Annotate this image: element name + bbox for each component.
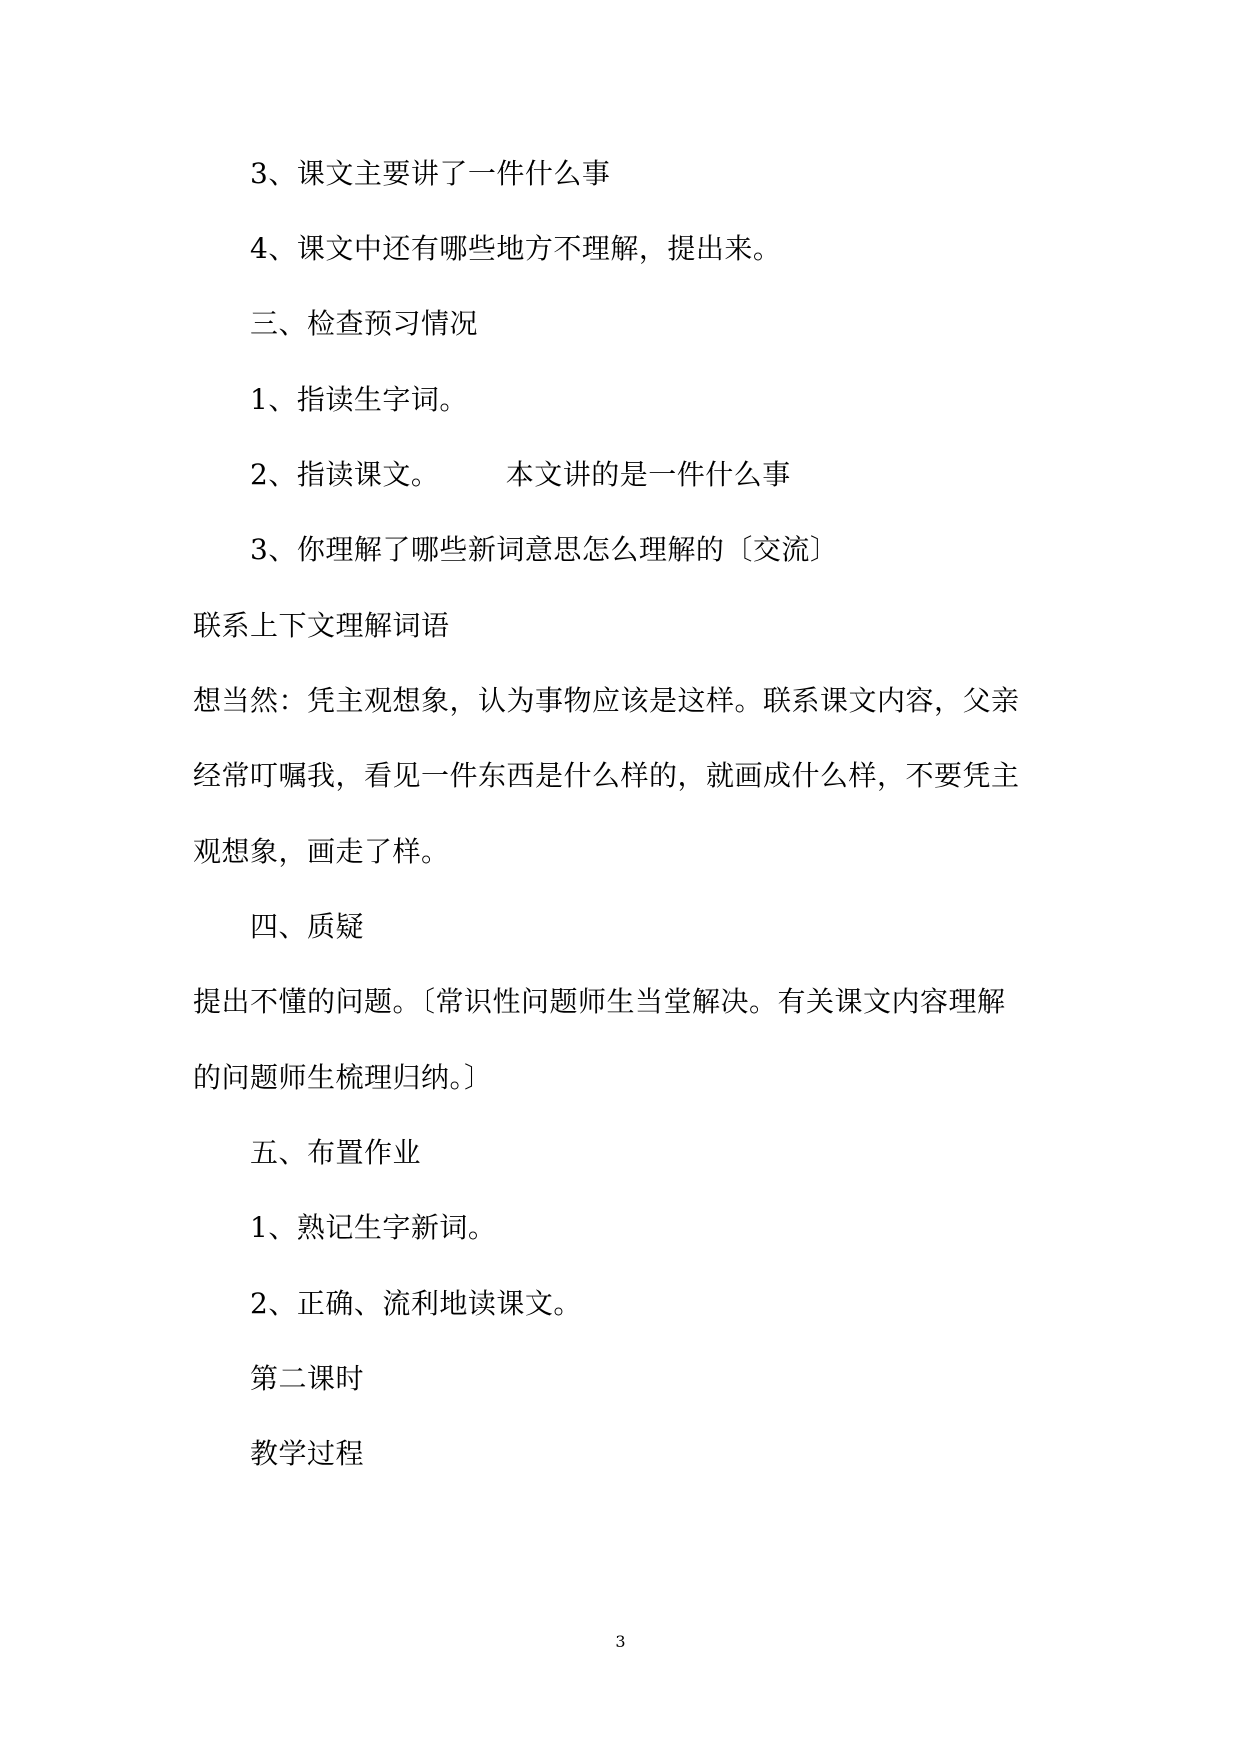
text-line-item-4: 4、课文中还有哪些地方不理解，提出来。: [250, 232, 782, 265]
paragraph-question-line-1: 提出不懂的问题。〔常识性问题师生当堂解决。有关课文内容理解: [193, 985, 1006, 1018]
text-line-new-words: 3、你理解了哪些新词意思怎么理解的〔交流〕: [250, 533, 839, 566]
text-line-item-3: 3、课文主要讲了一件什么事: [250, 157, 611, 190]
section-heading-second-lesson: 第二课时: [250, 1362, 365, 1395]
text-line-homework-1: 1、熟记生字新词。: [250, 1211, 497, 1244]
text-line-context: 联系上下文理解词语: [193, 609, 450, 642]
text-line-read-text: 2、指读课文。 本文讲的是一件什么事: [250, 458, 791, 491]
paragraph-question-line-2: 的问题师生梳理归纳。〕: [193, 1061, 493, 1094]
text-line-homework-2: 2、正确、流利地读课文。: [250, 1287, 582, 1320]
section-heading-homework: 五、布置作业: [250, 1136, 422, 1169]
paragraph-line-1: 想当然：凭主观想象，认为事物应该是这样。联系课文内容，父亲: [193, 684, 1020, 717]
paragraph-line-2: 经常叮嘱我，看见一件东西是什么样的，就画成什么样，不要凭主: [193, 759, 1020, 792]
paragraph-line-3: 观想象，画走了样。: [193, 835, 450, 868]
section-heading-teaching-process: 教学过程: [250, 1437, 365, 1470]
section-heading-check-preview: 三、检查预习情况: [250, 307, 479, 340]
text-line-read-words: 1、指读生字词。: [250, 383, 468, 416]
page-number: 3: [615, 1632, 626, 1651]
section-heading-question: 四、质疑: [250, 910, 365, 943]
